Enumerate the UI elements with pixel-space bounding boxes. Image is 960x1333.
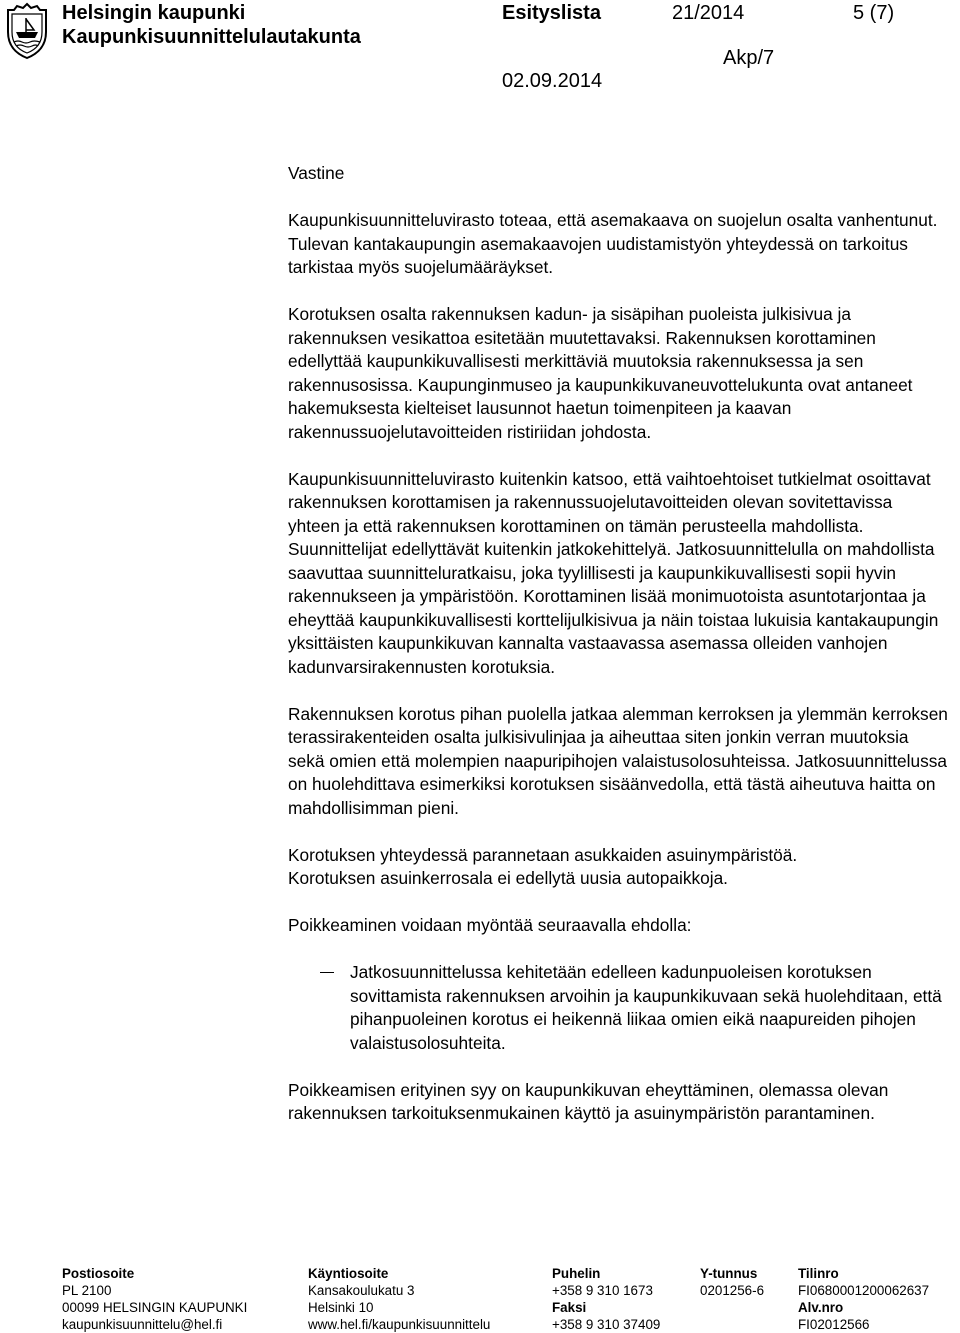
footer-value: 0201256-6 — [700, 1283, 765, 1298]
footer-value: PL 2100 — [62, 1283, 112, 1298]
paragraph: Korotuksen yhteydessä parannetaan asukkaiden asuinympäristöä. — [288, 844, 798, 865]
footer-email: kaupunkisuunnittelu@hel.fi — [62, 1317, 223, 1332]
meeting-date: 02.09.2014 — [502, 70, 603, 92]
footer-label: Puhelin — [552, 1266, 601, 1281]
footer-phone-column — [552, 1265, 660, 1333]
footer-value: FI02012566 — [798, 1317, 870, 1332]
footer-label: Tilinro — [798, 1266, 839, 1281]
document-body — [288, 162, 948, 1149]
meeting-number: 21/2014 — [672, 2, 745, 24]
page-number: 5 (7) — [853, 2, 895, 24]
dash-bullet — [320, 972, 334, 973]
footer-value: Kansakoulukatu 3 — [308, 1283, 415, 1298]
helsinki-crest-logo — [4, 2, 50, 60]
footer-value: Helsinki 10 — [308, 1300, 374, 1315]
footer-value: +358 9 310 1673 — [552, 1283, 653, 1298]
footer-account-column — [798, 1265, 929, 1333]
footer-value: +358 9 310 37409 — [552, 1317, 661, 1332]
item-reference: Akp/7 — [723, 47, 775, 69]
footer-label: Käyntiosoite — [308, 1266, 389, 1281]
doc-type: Esityslista — [502, 2, 601, 24]
footer-value: 00099 HELSINGIN KAUPUNKI — [62, 1300, 248, 1315]
footer-label: Faksi — [552, 1300, 587, 1315]
footer-visit-column — [308, 1265, 490, 1333]
footer-website: www.hel.fi/kaupunkisuunnittelu — [308, 1317, 491, 1332]
paragraph: Poikkeaminen voidaan myöntää seuraavalla ehdolla: — [288, 915, 692, 935]
footer-label: Y-tunnus — [700, 1266, 758, 1281]
board-name: Kaupunkisuunnittelulautakunta — [62, 26, 361, 48]
condition-list-item — [288, 961, 948, 1055]
condition-text: Jatkosuunnittelussa kehitetään edelleen kadunpuoleisen korotuksen sovittamista rakennuksen arvoihin ja kaupunkikuvaan sekä huolehditaan, että pihanpuoleinen korotus ei heikennä liikaa omien eikä naapureiden pihojen valaistusolosuhteita. — [350, 962, 942, 1053]
org-name: Helsingin kaupunki — [62, 2, 246, 24]
paragraph: Rakennuksen korotus pihan puolella jatkaa alemman kerroksen ja ylemmän kerroksen terassirakenteiden osalta julkisivulinjaa ja aiheuttaa siten jonkin verran muutoksia sekä omien että molempien naapuripihojen valaistusolosuhteissa. Jatkosuunnittelussa on huolehdittava esimerkiksi korotuksen sisäänvedolla, että tästä aiheutuva haitta on mahdollisimman pieni. — [288, 703, 948, 818]
paragraph: Kaupunkisuunnitteluvirasto kuitenkin katsoo, että vaihtoehtoiset tutkielmat osoittavat rakennuksen korottamisen ja rakennussuojelutavoitteiden olevan sovitettavissa yhteen ja että rakennuksen korottaminen on tämän perusteella mahdollista. Suunnittelijat edellyttävät kuitenkin jatkokehittelyä. Jatkosuunnittelulla on mahdollista saavuttaa suunnitteluratkaisu, joka tyylillisesti ja kaupunkikuvallisesti sopii hyvin rakennukseen ja ympäristöön. Korottaminen lisää monimuotoista asuntotarjontaa ja eheyttää kaupunkikuvallisesti korttelijulkisivua ja näin toistaa lukuisia kantakaupungin yksittäisten kaupunkikuvan kannalta vastaavassa asemassa olleiden vanhojen kadunvarsirakennusten korotuksia. — [288, 468, 939, 677]
paragraph: Kaupunkisuunnitteluvirasto toteaa, että asemakaava on suojelun osalta vanhentunut. Tulevan kantakaupungin asemakaavojen uudistamistyön yhteydessä on tarkoitus tarkistaa myös suojelumääräykset. — [288, 210, 938, 277]
footer-label: Alv.nro — [798, 1300, 844, 1315]
paragraph: Korotuksen asuinkerrosala ei edellytä uusia autopaikkoja. — [288, 868, 728, 888]
footer-label: Postiosoite — [62, 1266, 135, 1281]
paragraph: Korotuksen osalta rakennuksen kadun- ja sisäpihan puoleista julkisivua ja rakennuksen vesikattoa esitetään muutettavaksi. Rakennuksen korottaminen edellyttää kaupunkikuvallisesti merkittäviä muutoksia rakennuksessa ja sen rakennusosissa. Kaupunginmuseo ja kaupunkikuvaneuvottelukunta ovat antaneet hakemuksesta kielteiset lausunnot haetun toimenpiteen ja kaavan rakennussuojelutavoitteiden ristiriidan johdosta. — [288, 304, 913, 442]
footer-business-id-column — [700, 1265, 764, 1299]
section-heading: Vastine — [288, 163, 345, 183]
paragraph: Poikkeamisen erityinen syy on kaupunkikuvan eheyttäminen, olemassa olevan rakennuksen tarkoituksenmukainen käyttö ja asuinympäristön parantaminen. — [288, 1079, 889, 1123]
footer-value: FI0680001200062637 — [798, 1283, 930, 1298]
footer-postal-column — [62, 1265, 247, 1333]
